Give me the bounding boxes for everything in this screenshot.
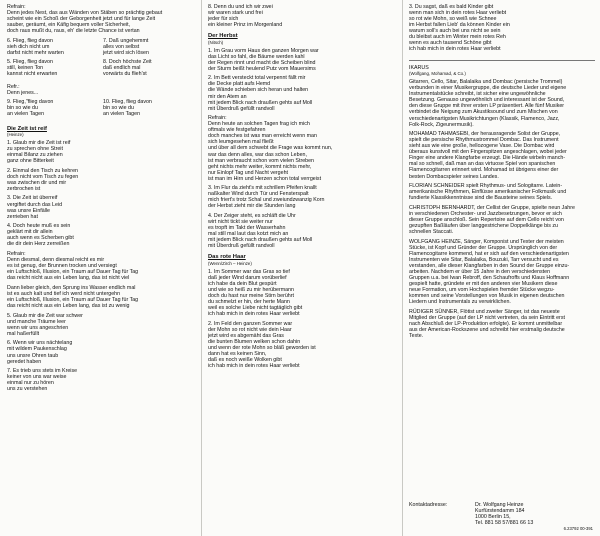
contact-address: Dr. Wolfgang Heinze Kurfürstendamm 184 1000 Berlin 15, Tel. 881 58 57/881 66 13 (475, 501, 534, 526)
intro-refrain: Denn jedes Nest, das aus Wänden von Stäben so prächtig gebaut scheint wie ein Schoß der Geborgenheit jetzt und für lange Zeit sauber, geräumt, ein Käfig bequem voller Sicherheit, doch raus mußt du, raus, eh' die letzte Chance ist vertan (7, 10, 163, 35)
bio-paragraph: FLORIAN SCHNEIDER spielt Rhythmus- und Sologitarre. Latein- amerikanische Rhythmen, Einflüsse amerikanischer Folkmusik und fundierte Klassikkenntnisse sind die Bausteine seines Spiels. (409, 183, 567, 202)
verse: 1. Im Grau vorm Haus den ganzen Morgen war das Licht so fahl, die Bäume werden kahl der Regen rinnt und macht die Scheiben blind der Sturm beißt heulend Putz vom Mauersims (208, 47, 319, 72)
verse: 2. Einmal den Tisch zu kehren doch nicht vom Tisch zu fegen was zwischen dir und mir zerbrochen ist (7, 167, 79, 192)
verse: 5. Flieg, flieg davon still, keinen Ton kannst nicht erwarten (7, 58, 58, 78)
column-3 (409, 4, 595, 532)
verse: 6. Flieg, flieg davon sieh dich nicht um darfst nicht mehr warten (7, 37, 64, 56)
verse: 9. Flieg,"flieg davon bin so wie du an vielen Tagen (7, 99, 54, 118)
contact-label: Kontaktadresse: (409, 501, 448, 508)
song-title: Das rote Haar (208, 254, 246, 261)
fold-line-left (201, 0, 202, 536)
bio-paragraph: WOLFGANG HEINZE, Sänger, Komponist und Texter der meisten Stücke, ist Kopf und Gründer der Gruppe. Ursprünglich von der Flamencogitarre kommend, hat er sich auf den verschiedenartigsten Instrumenten wie Sitar, Balalaika, Bouzuki, Tarr versucht und es verstanden, alle dieser Klangfarben in den Sound der Gruppe einzu- arbeiten. Nachdem er über 15 Jahre in den verschiedensten Gruppen u.a. bei Iwan Rebroff, den Schaufroffs und Klaus Hoffmann gespielt hatte, gründete er mit den anderen vier Musikern diese neue Formation, um vom Hochspielen fremder Stücke wegzu- kommen und seine Vorstellungen von Musik in eigenen deutschen Liedern und Instrumentals zu verwirklichen. (409, 238, 570, 306)
column-1 (7, 4, 193, 532)
song-title: Die Zeit ist reif (7, 125, 47, 132)
song-credit: (Nitsch) (208, 39, 224, 45)
verse: 6. Wenn wir uns nächtelang mit wildem Paukenschlag uns unsre Ohren taub geredet haben (7, 340, 73, 365)
verse: 3. Die Zeit ist überreif vergiftet durch das Leid was unsre Einfälle zerrieben hat (7, 195, 63, 220)
verse: 1. Im Sommer war das Gras so tief daß jeder Wind darum vorüberlief ich habe da dein Blut gespürt und wie so heiß zu mir herübermann doch du hast nur meine Stirn berührt du schmelzt er hin, der herte Mann weil es solche Liebe nicht tagtäglich gibt ich hab mich in dein rotes Haar verliebt (208, 268, 303, 318)
bio-paragraph: Gitarren, Cello, Sitar, Balalaika und Dombac (persische Trommel) verbunden in einer Musikergruppe, die deutsche Lieder und eigene Instrumentalstücke schreibt, ist sicher eine ungewöhnliche Besetzung. Genauso ungewöhnlich und interessant ist der Sound, den diese Gruppe mit ihrer ersten LP präsentiert. Alle fünf Musiker verbindet die Neigung zum Akustiksound und zum Mischen von verschiedenartigsten Musikrichtungen (Klassik, Flamenco, Jazz, Folk-Rock, Zigeunermusik). (409, 79, 567, 128)
song-credit: (Wenn/Zirch – Heinze) (208, 261, 252, 266)
bio-paragraph: MOHAMAD TAHMASEBI, der herausragende Solist der Gruppe, spielt die persische Rhythmustrommel Dombac. Das Instrument sieht aus wie eine große, hellozogene Vase. Die Dombac wird überaus kunstvoll mit den Fingerspitzen angeschlagen, wobei jeder Finger eine andere Klangfarbe erzeugt. Die Hände wirbeln manch- mal so schnell, daß man an das virtuose Spiel von spanischen Flamencogitarren erinnert wird. Mohamad ist übrigens einer der besten Dombacspieler seines Landes. (409, 131, 567, 180)
refrain-reference: Refr.: Denn jenes... (7, 83, 39, 96)
verse: 3. Du sagst, daß es bald Kinder gibt wenn man sich in dein rotes Haar verliebt so rot wie Mohn, so weiß wie Schnee im Herbst fallen Lieb' da können Kinder ein warum soll's auch bei uns nicht se sein du bleibst auch im Winter mein rotes Reh wenn es auch tausend Schöne gibt ich hab mich in dein rotes Haar verliebt (409, 4, 510, 53)
band-name: IKARUS (409, 65, 429, 72)
verse: 1. Glaub mir die Zeit ist reif zu sprechen ohne Streit einmal Bilanz zu ziehen ganz ohne Bitterkeit (7, 139, 71, 165)
verse: 8. Denn du und ich wir zwei wir waren stark und frei jeder für sich ein kleiner Prinz im Morgenland (208, 4, 283, 29)
verse: 4. Der Zeiger steht, es schläft die Uhr wirt nicht tickt sie weiter nur es tropft im Takt der Wasserhahn mal still mal laut das kotzt mich an mit jedem Blick nach draußen gehts auf Moll mit Überdruß gefüllt randvoll (208, 213, 313, 250)
refrain-label: Refrain: (208, 115, 227, 122)
verse: 2. Im Bett versteckt total verpennt fällt mir die Decke platt aufs Hemd die Wände schieben sich heran und halten mir den Atem an mit jedem Blick nach draußen gehts auf Moll mit Überdruß gefüllt randvoll (208, 75, 313, 112)
refrain: Dann lieber gleich, den Sprung ins Wasser endlich mal ist es auch kalt und tief ich werd nicht untergehn ein Luftschloß, Illusion, ein Traum auf Dauer Tag für Tag das reicht nicht aus ein Leben lang, das ist zu wenig (7, 284, 139, 310)
verse: 3. Im Flur da zieht's mit schrillem Pfeifen knallt naßkalter Wind durch Tür und Fensterspalt mich friert's trotz Schal und zweiundzwanzig Korn der Herbst zieht mir die Stunden lang (208, 185, 325, 210)
bio-paragraph: RÜDIGER SÜNNER, Flötist und zweiter Sänger, ist das neueste Mitglied der Gruppe (auf der LP nicht vertreten, da sein Eintritt erst nach Abschluß der LP-Produktion erfolgte). Er kommt unmittelbar aus der American-Rockszene und schreibt hier erstmalig deutsche Texte. (409, 308, 565, 340)
refrain: Denn diesmal, denn diesmal reicht es mir es ist genug, der Brunnen trocken und versiegt ein Luftschloß, Illusion, ein Traum auf Dauer Tag für Tag das reicht nicht aus ein Leben lang, das ist nicht viel (7, 257, 139, 282)
song-title: Der Herbst (208, 33, 238, 40)
verse: 2. Im Feld den ganzen Sommer war der Mohn so rot nicht wie dein Haar jetzt wird es abgemäht das Gras die bunten Blumen welken schon dahin und wenn der rote Mohn so bläß geworden ist dann hat es keinen Sinn, daß es noch weiße Wolken gibt ich hab mich in dein rotes Haar verliebt (208, 320, 316, 370)
catalog-number: 6.23792 00-391 (563, 525, 593, 531)
refrain: Denn heute an solchen Tagen frag ich mich oftmals wie festgefahren doch manches ist was man erreicht wenn man sich leumgesehen mal fließt und über all dem schwebt die Frage was kommt nun, war das denn alles, war das schon Leben, ist man verbraucht schon vom vielen Streben geht nichts mehr weiter, kommt nichts mehr, nur Einlopf Tag und Nacht vergeht ist man im Hirn und Herzen schon total verrgeist (208, 121, 333, 182)
verse: 5. Glaub mir die Zeit war schwer und manche Träume leer wenn wir uns angeschrien mal haßerfüllt (7, 312, 83, 337)
band-credit: (Wolfgang, Mohamad, & Co.) (409, 71, 466, 77)
verse: 8. Doch höchste Zeit daß endlich mal vorwärts du flieh'st (103, 58, 152, 78)
verse-grid-2 (7, 99, 193, 120)
verse: 7. Es trieb uns stets im Kreise keiner von uns war weise einmal nur zu hören uns zu verstehen (7, 368, 78, 393)
verse: 10. Flieg, flieg davon bin so wie du an vielen Tagen (103, 99, 152, 118)
fold-line-right (402, 0, 403, 536)
section-divider (409, 60, 595, 61)
verse: 7. Daß ungehemmt alles von selbst jetzt wird sich lösen (103, 37, 149, 56)
verse-grid-1 (7, 38, 193, 80)
refrain-label: Refrain: (7, 4, 26, 10)
contact-block (409, 502, 595, 526)
verse: 4. Doch heute muß es sein geklärt mit dir allein auch wenn es Scherben gibt die dir dein Herz zerreißen (7, 223, 74, 248)
column-2 (208, 4, 394, 532)
refrain-label: Refrain: (7, 251, 26, 258)
song-credit: (Heinze) (7, 132, 24, 138)
bio-paragraph: CHRISTOPH BERNHARDT, der Cellist der Gruppe, spielte neun Jahre in verschiedenen Orchester- und Jazzbesetzungen, bevor er sich dieser Gruppe anschloß. Sein Repertoire auf dem Cello reicht von gezupften Baßläufen über langgestrichene Doppelklänge bis zu schnellen Staccati. (409, 204, 575, 236)
